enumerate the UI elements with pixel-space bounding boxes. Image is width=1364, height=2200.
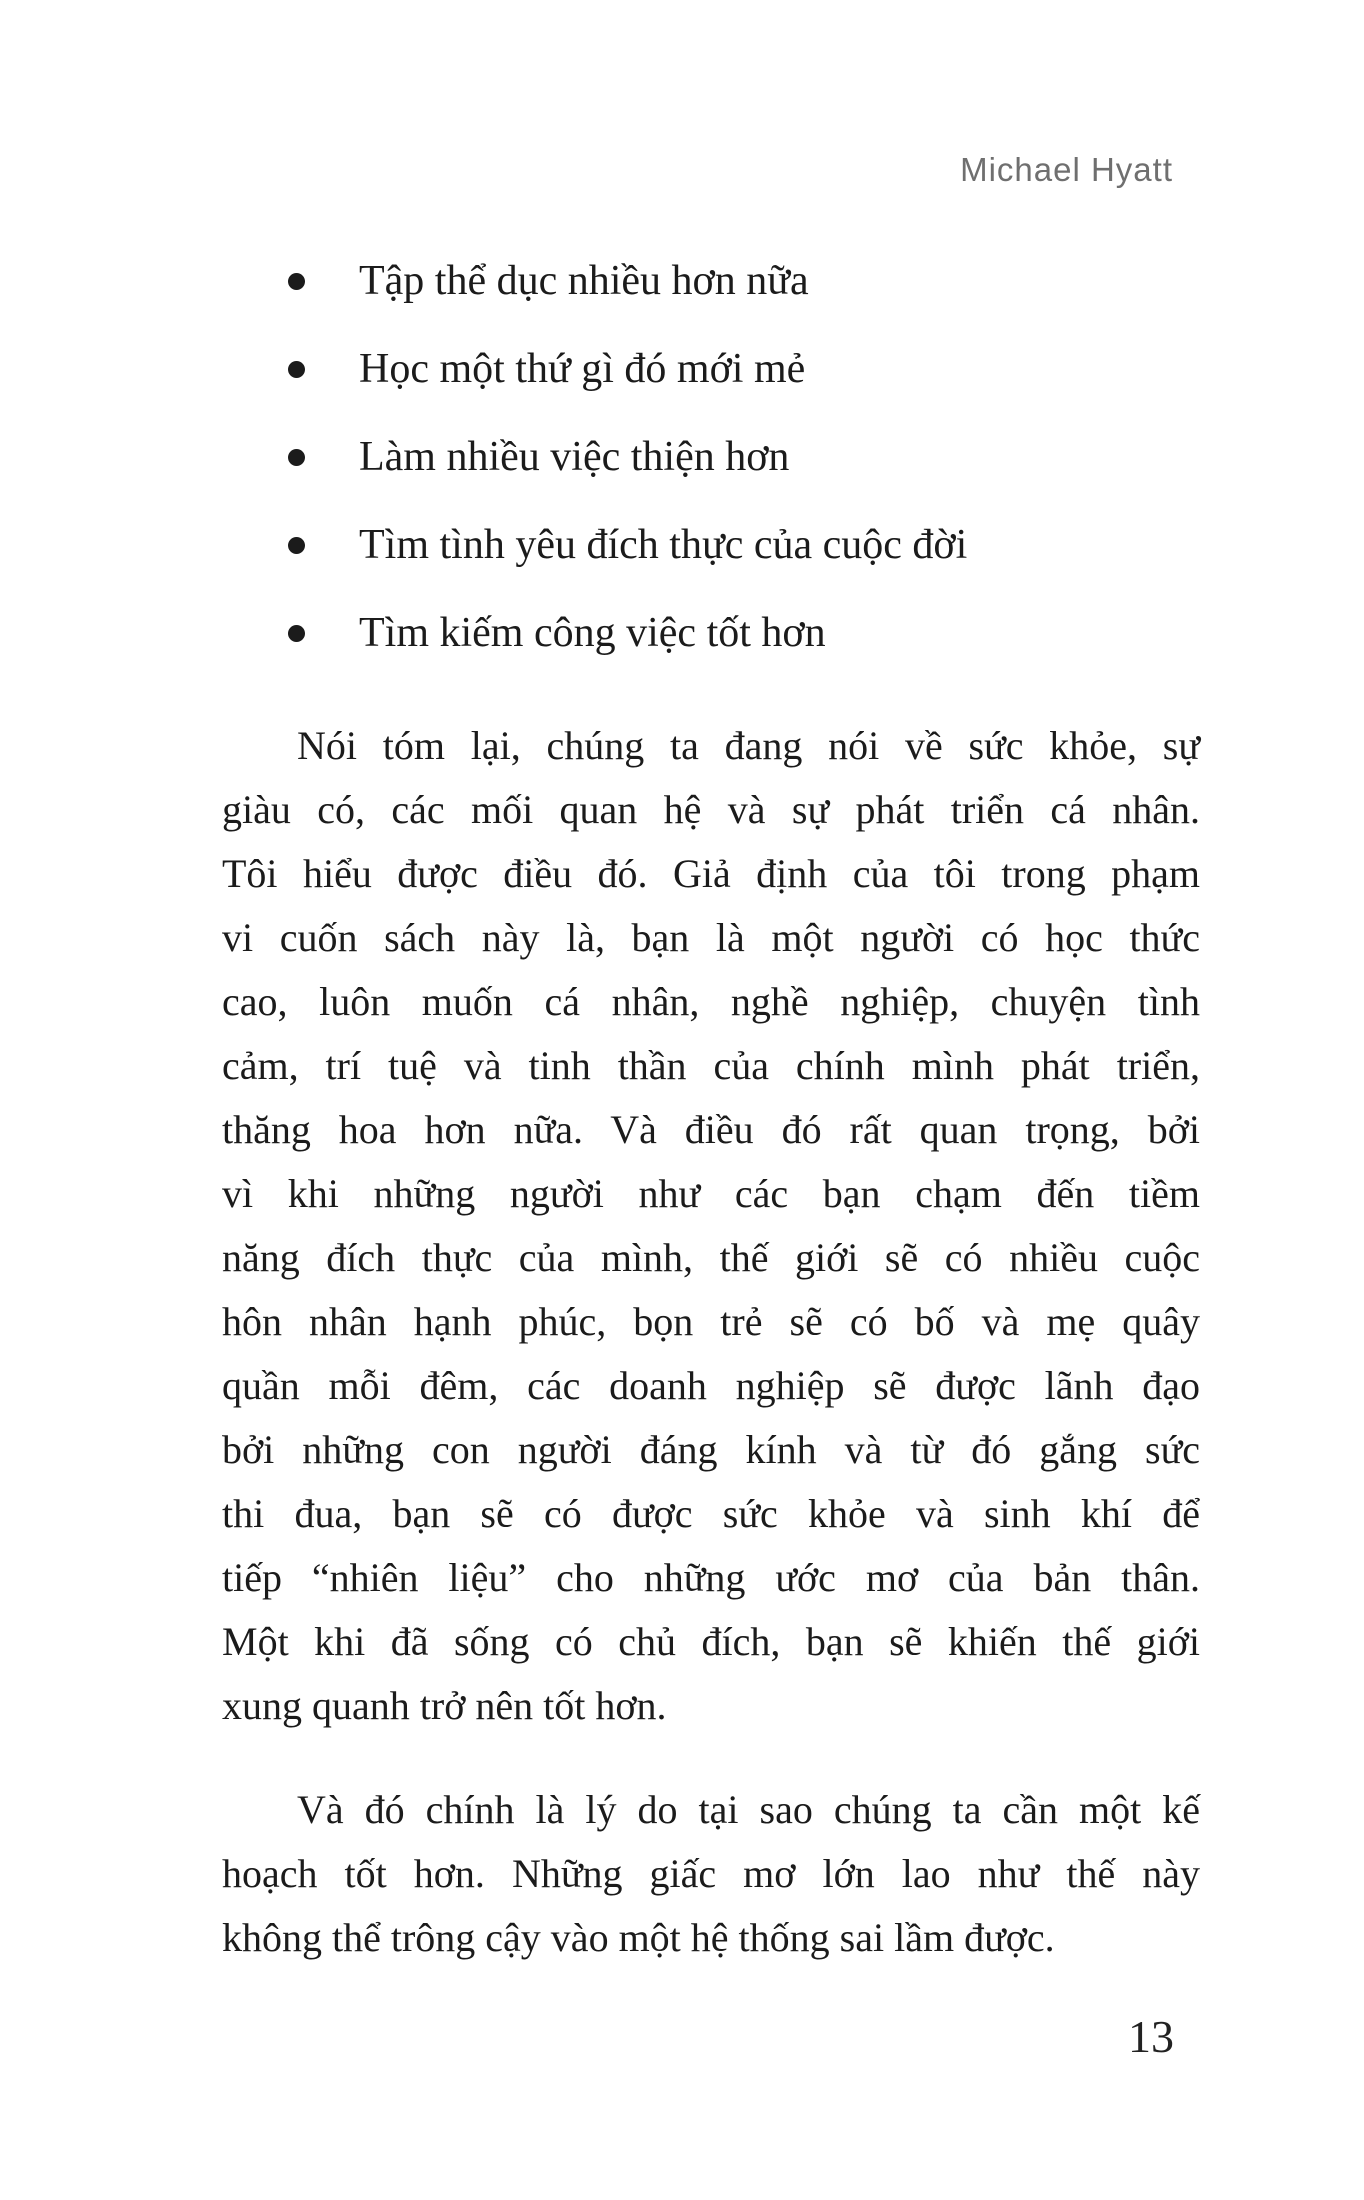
text-line: cảm, trí tuệ và tinh thần của chính mình phát triển,	[222, 1043, 1200, 1088]
text-line: Tôi hiểu được điều đó. Giả định của tôi trong phạm	[222, 851, 1200, 896]
page-number: 13	[1128, 2011, 1174, 2062]
text-line: không thể trông cậy vào một hệ thống sai lầm được.	[222, 1915, 1055, 1960]
text-line: Một khi đã sống có chủ đích, bạn sẽ khiến thế giới	[222, 1619, 1200, 1664]
text-line: vì khi những người như các bạn chạm đến tiềm	[222, 1171, 1200, 1216]
bullet-item-text: Tập thể dục nhiều hơn nữa	[359, 258, 809, 304]
bullet-item-text: Học một thứ gì đó mới mẻ	[359, 346, 806, 392]
text-line: thi đua, bạn sẽ có được sức khỏe và sinh khí để	[222, 1491, 1200, 1536]
bullet-dot-icon	[288, 625, 305, 642]
text-line: hoạch tốt hơn. Những giấc mơ lớn lao như thế này	[222, 1851, 1200, 1896]
text-line: Và đó chính là lý do tại sao chúng ta cần một kế	[297, 1787, 1200, 1832]
bullet-item-text: Tìm kiếm công việc tốt hơn	[359, 610, 826, 656]
bullet-item-text: Làm nhiều việc thiện hơn	[359, 434, 790, 480]
bullet-item-text: Tìm tình yêu đích thực của cuộc đời	[359, 522, 968, 568]
bullet-item	[288, 254, 1200, 342]
text-line: năng đích thực của mình, thế giới sẽ có nhiều cuộc	[222, 1235, 1200, 1280]
bullet-item	[288, 518, 1200, 606]
paragraph	[222, 1778, 1200, 1970]
bullet-item	[288, 606, 1200, 694]
text-line: hôn nhân hạnh phúc, bọn trẻ sẽ có bố và mẹ quây	[222, 1299, 1200, 1344]
bullet-dot-icon	[288, 537, 305, 554]
bullet-item	[288, 342, 1200, 430]
text-line: quần mỗi đêm, các doanh nghiệp sẽ được lãnh đạo	[222, 1363, 1200, 1408]
bullet-dot-icon	[288, 361, 305, 378]
text-line: bởi những con người đáng kính và từ đó gắng sức	[222, 1427, 1200, 1472]
bullet-list	[222, 254, 1200, 694]
bullet-item	[288, 430, 1200, 518]
text-line: vi cuốn sách này là, bạn là một người có học thức	[222, 915, 1200, 960]
page-content	[0, 254, 1364, 1970]
paragraph	[222, 714, 1200, 1738]
text-line: giàu có, các mối quan hệ và sự phát triển cá nhân.	[222, 787, 1200, 832]
text-line: Nói tóm lại, chúng ta đang nói về sức khỏe, sự	[297, 723, 1200, 768]
running-header: Michael Hyatt	[960, 151, 1173, 188]
text-line: tiếp “nhiên liệu” cho những ước mơ của bản thân.	[222, 1555, 1200, 1600]
bullet-dot-icon	[288, 273, 305, 290]
text-line: cao, luôn muốn cá nhân, nghề nghiệp, chuyện tình	[222, 979, 1200, 1024]
bullet-dot-icon	[288, 449, 305, 466]
text-line: thăng hoa hơn nữa. Và điều đó rất quan trọng, bởi	[222, 1107, 1200, 1152]
text-line: xung quanh trở nên tốt hơn.	[222, 1683, 667, 1728]
